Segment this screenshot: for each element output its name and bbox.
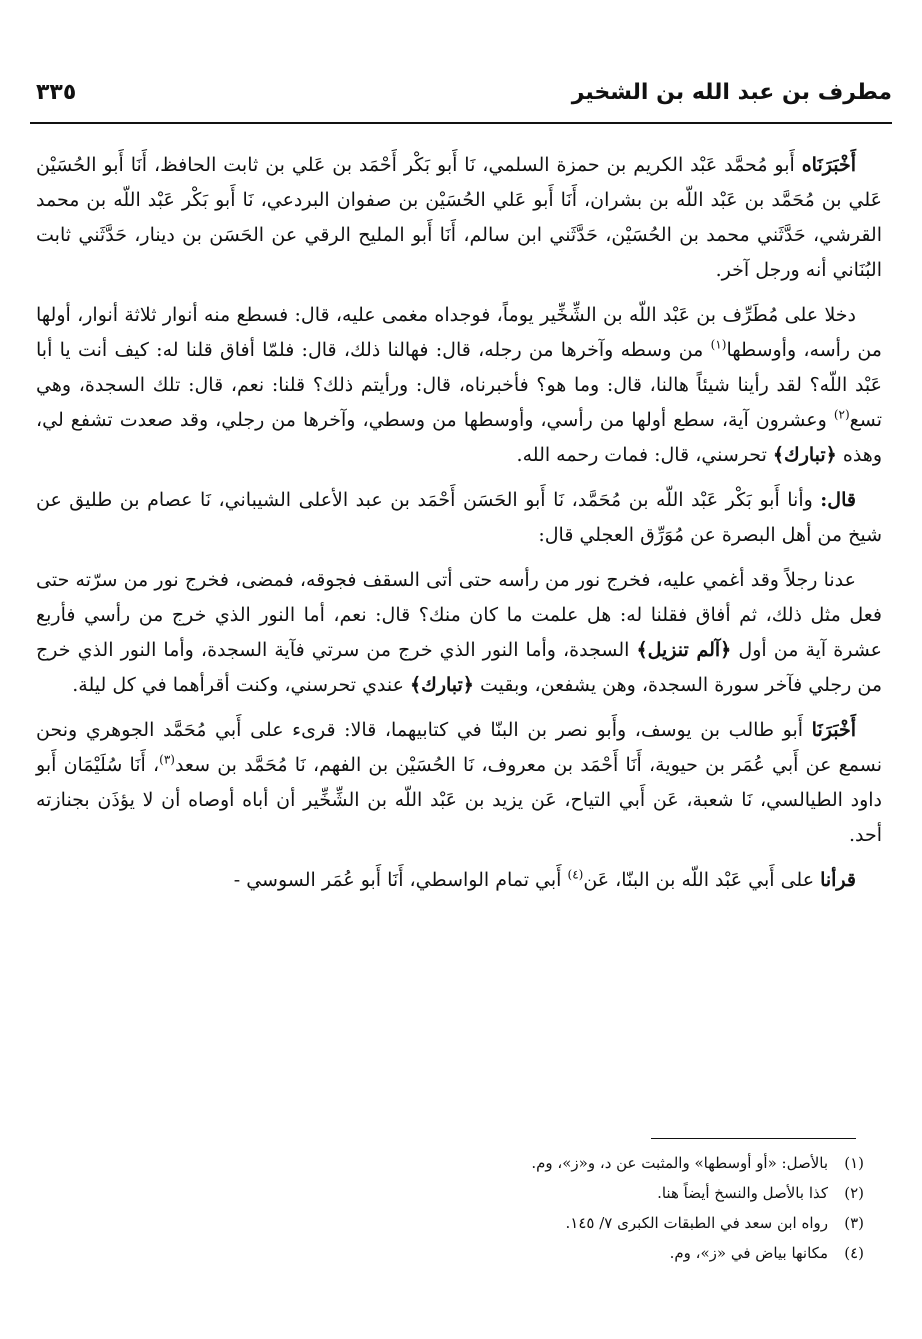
footnote-number: (٣) — [844, 1214, 864, 1232]
paragraph-4 — [36, 563, 882, 703]
page-number: ٣٣٥ — [36, 80, 77, 105]
paragraph-text: دخلا على مُطَرِّف بن عَبْد اللّه بن الشِّخِّير يوماً، فوجداه مغمى عليه، قال: فسطع منه أنوار ثلاثة أنوار، أولها من رأسه، وأوسطها — [36, 304, 882, 361]
footnote-item — [200, 1238, 864, 1268]
paragraph-lead: أَخْبَرَنَا — [811, 719, 856, 741]
footnote-ref-3[interactable]: (٣) — [159, 752, 175, 767]
surah-name: ﴿آلم تنزيل﴾ — [636, 639, 732, 661]
paragraph-text: تحرسني، قال: فمات رحمه الله. — [516, 444, 773, 466]
paragraph-3 — [36, 483, 882, 553]
paragraph-text: أَبي تمام الواسطي، أَنَا أَبو عُمَر السوسي - — [233, 869, 568, 891]
paragraph-text: أَبو مُحمَّد عَبْد الكريم بن حمزة السلمي، نَا أَبو بَكْر أَحْمَد بن عَلي بن ثابت الحافظ، أَنَا أَبو الحُسَيْن عَلي بن مُحَمَّد بن عَبْد اللّه بن بشران، أَنَا أَبو عَلي الحُسَيْن بن صفوان البردعي، نَا أَبو بَكْر عَبْد اللّه بن محمد القرشي، حَدَّثَني محمد بن الحُسَيْن، حَدَّثَني ابن سالم، أَنَا أَبو المليح الرقي عن الحَسَن بن دينار، حَدَّثَني ثابت البُنَاني أنه ورجل آخر. — [36, 154, 882, 281]
footnote-number: (٤) — [844, 1244, 864, 1262]
main-text — [36, 148, 882, 908]
paragraph-text: أَبو طالب بن يوسف، وأَبو نصر بن البنّا في كتابيهما، قالا: قرىء على أَبي مُحَمَّد الجوهري ونحن نسمع عن أَبي عُمَر بن حيوية، أَنَا أَحْمَد بن معروف، نَا الحُسَيْن بن الفهم، نَا مُحَمَّد بن سعد — [36, 719, 882, 776]
footnote-text: رواه ابن سعد في الطبقات الكبرى ٧/ ١٤٥. — [565, 1214, 828, 1232]
header-divider — [30, 122, 892, 124]
surah-name: ﴿تبارك﴾ — [772, 444, 837, 466]
paragraph-text: السجدة، وأما النور الذي خرج من سرتي فآية السجدة، وأما النور الذي خرج من رجلي فآخر سورة السجدة، وهن يشفعن، وبقيت — [36, 639, 882, 696]
surah-name: ﴿تبارك﴾ — [410, 674, 474, 696]
paragraph-text: وأنا أَبو بَكْر عَبْد اللّه بن مُحَمَّد، نَا أَبو الحَسَن أَحْمَد بن عبد الأعلى الشيباني، نَا عصام بن طليق عن شيخ من أهل البصرة عن مُوَرِّق العجلي قال: — [36, 489, 882, 546]
paragraph-lead: قال: — [820, 489, 856, 511]
paragraph-text: عدنا رجلاً وقد أغمي عليه، فخرج نور من رأسه حتى أتى السقف فجوقه، فمضى، فخرج نور من سرّته حتى فعل مثل ذلك، ثم أفاق فقلنا له: هل علمت ما كان منك؟ قال: نعم، أما النور الذي خرج من رأسي فأربع عشرة آية من أول — [36, 569, 883, 661]
paragraph-5 — [36, 713, 882, 853]
paragraph-text: ، أَنَا سُلَيْمَان أَبو داود الطيالسي، نَا شعبة، عَن أَبي التياح، عَن يزيد بن عَبْد اللّه بن الشِّخِّير أن أباه أوصاه أن لا يؤذَن بجنازته أحد. — [36, 754, 882, 846]
footnote-ref-2[interactable]: (٢) — [833, 407, 850, 422]
footnote-item — [200, 1148, 864, 1178]
paragraph-text: من وسطه وآخرها من رجله، قال: فهالنا ذلك، قال: فلمّا أفاق قلنا له: كيف أنت يا أبا عَبْد اللّه؟ لقد رأينا شيئاً هالنا، قال: وما هو؟ فأخبرناه، قال: ورأيتم ذلك؟ قلنا: نعم، قال: تلك السجدة، وهي تسع — [36, 339, 882, 431]
paragraph-text: على أَبي عَبْد اللّه بن البنّا، عَن — [583, 869, 821, 891]
footnote-text: مكانها بياض في «ز»، وم. — [669, 1244, 828, 1262]
footnote-number: (١) — [844, 1154, 864, 1172]
paragraph-lead: قرأنا — [820, 869, 856, 891]
footnote-item — [200, 1208, 864, 1238]
paragraph-2 — [36, 298, 882, 473]
footnotes — [200, 1148, 864, 1268]
footnote-item — [200, 1178, 864, 1208]
footnote-ref-1[interactable]: (١) — [710, 337, 727, 352]
paragraph-text: عندي تحرسني، وكنت أقرأهما في كل ليلة. — [72, 674, 411, 696]
page-header — [30, 80, 892, 120]
footnote-divider — [651, 1138, 856, 1139]
footnote-text: كذا بالأصل والنسخ أيضاً هنا. — [657, 1184, 828, 1202]
paragraph-text: وعشرون آية، سطع أولها من رأسي، وأوسطها من وسطي، وآخرها من رجلي، وقد صعدت تشفع لي، وهذه — [36, 409, 882, 466]
footnote-number: (٢) — [844, 1184, 864, 1202]
footnote-ref-4[interactable]: (٤) — [567, 867, 584, 882]
running-title: مطرف بن عبد الله بن الشخير — [571, 80, 892, 105]
paragraph-lead: أَخْبَرَنَاه — [801, 154, 856, 176]
footnote-text: بالأصل: «أو أوسطها» والمثبت عن د، و«ز»، وم. — [531, 1154, 828, 1172]
paragraph-6 — [36, 863, 882, 898]
paragraph-1 — [36, 148, 882, 288]
